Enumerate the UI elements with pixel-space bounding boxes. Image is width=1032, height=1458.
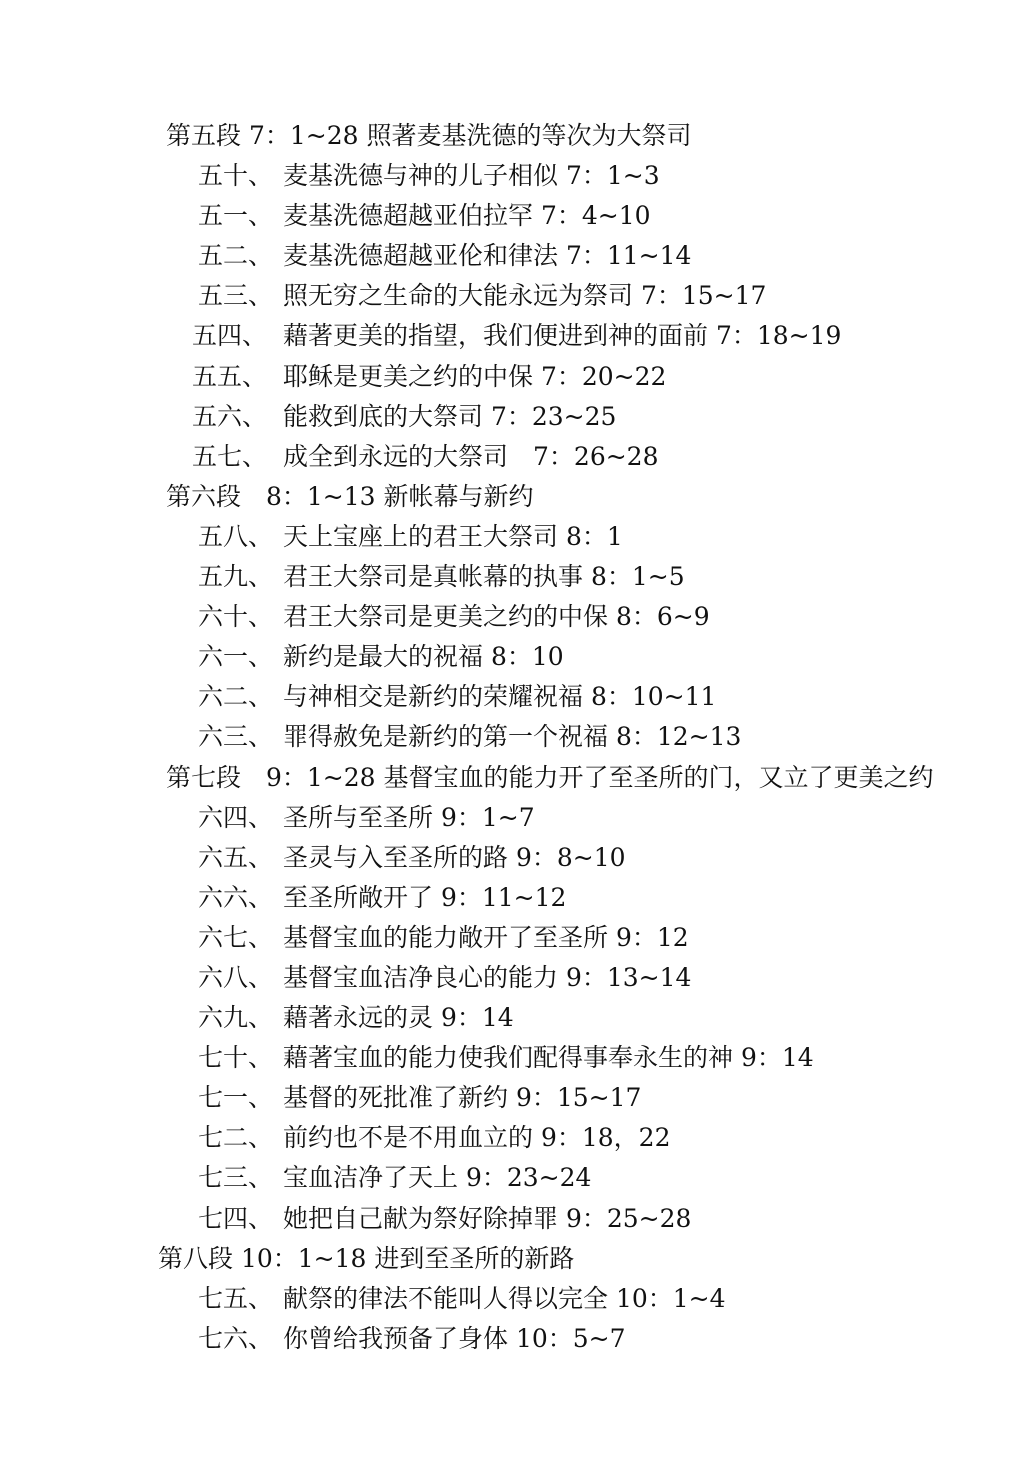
outline-item-text: 至圣所敞开了 9：11~12 (283, 882, 567, 912)
outline-item-number: 五八、 (198, 521, 274, 551)
section-heading-text: 第六段 8：1~13 新帐幕与新约 (166, 481, 534, 511)
outline-item (0, 717, 1032, 757)
outline-item-text: 耶稣是更美之约的中保 7：20~22 (283, 361, 667, 391)
outline-item-number: 六五、 (198, 842, 274, 872)
outline-item-number: 五三、 (198, 281, 274, 311)
outline-item-number: 七六、 (198, 1323, 274, 1353)
outline-item (0, 998, 1032, 1038)
outline-item-number: 六七、 (198, 922, 274, 952)
outline-item-number: 六四、 (198, 802, 274, 832)
outline-item-text: 献祭的律法不能叫人得以完全 10：1~4 (283, 1283, 726, 1313)
outline-item-number: 五一、 (198, 201, 274, 231)
outline-item-text: 圣灵与入至圣所的路 9：8~10 (283, 842, 626, 872)
outline-item (0, 196, 1032, 236)
outline-item (0, 517, 1032, 557)
outline-item (0, 918, 1032, 958)
outline-item-text: 君王大祭司是更美之约的中保 8：6~9 (283, 602, 710, 632)
outline-item (0, 597, 1032, 637)
outline-item-number: 六三、 (198, 722, 274, 752)
outline-item (0, 316, 1032, 356)
outline-item-text: 藉著宝血的能力使我们配得事奉永生的神 9：14 (283, 1043, 814, 1073)
section-heading (0, 1239, 1032, 1279)
outline-item (0, 677, 1032, 717)
outline-item-number: 六九、 (198, 1003, 274, 1033)
outline-item-number: 七三、 (198, 1163, 274, 1193)
outline-item-number: 五六、 (192, 401, 268, 431)
outline-item (0, 1199, 1032, 1239)
outline-item-number: 六十、 (198, 602, 274, 632)
outline-item (0, 1158, 1032, 1198)
outline-item (0, 798, 1032, 838)
outline-list (0, 116, 1032, 1359)
section-heading (0, 758, 1032, 798)
outline-item (0, 276, 1032, 316)
outline-item-text: 基督宝血洁净良心的能力 9：13~14 (283, 962, 692, 992)
section-heading (0, 116, 1032, 156)
outline-item-number: 七十、 (198, 1043, 274, 1073)
outline-item (0, 1038, 1032, 1078)
outline-item (0, 838, 1032, 878)
outline-item-number: 五十、 (198, 161, 274, 191)
outline-item (0, 156, 1032, 196)
outline-item-text: 君王大祭司是真帐幕的执事 8：1~5 (283, 562, 685, 592)
outline-item-text: 罪得赦免是新约的第一个祝福 8：12~13 (283, 722, 742, 752)
outline-item-text: 天上宝座上的君王大祭司 8：1 (283, 521, 623, 551)
outline-item-number: 六一、 (198, 642, 274, 672)
outline-item-text: 与神相交是新约的荣耀祝福 8：10~11 (283, 682, 717, 712)
outline-item (0, 958, 1032, 998)
outline-item-text: 基督宝血的能力敞开了至圣所 9：12 (283, 922, 689, 952)
outline-item-number: 五五、 (192, 361, 268, 391)
outline-item-number: 六六、 (198, 882, 274, 912)
outline-item-text: 她把自己献为祭好除掉罪 9：25~28 (283, 1203, 692, 1233)
outline-item-text: 新约是最大的祝福 8：10 (283, 642, 564, 672)
outline-item-text: 麦基洗德与神的儿子相似 7：1~3 (283, 161, 660, 191)
outline-item-number: 五四、 (192, 321, 268, 351)
section-heading (0, 477, 1032, 517)
outline-item (0, 397, 1032, 437)
outline-item (0, 1279, 1032, 1319)
outline-item-text: 麦基洗德超越亚伦和律法 7：11~14 (283, 241, 692, 271)
outline-item-text: 前约也不是不用血立的 9：18，22 (283, 1123, 671, 1153)
outline-item-text: 藉著更美的指望，我们便进到神的面前 7：18~19 (283, 321, 842, 351)
outline-item-text: 照无穷之生命的大能永远为祭司 7：15~17 (283, 281, 767, 311)
outline-item-number: 七五、 (198, 1283, 274, 1313)
outline-item (0, 557, 1032, 597)
outline-item-number: 七二、 (198, 1123, 274, 1153)
section-heading-text: 第八段 10：1~18 进到至圣所的新路 (158, 1243, 575, 1273)
section-heading-text: 第五段 7：1~28 照著麦基洗德的等次为大祭司 (166, 121, 692, 150)
outline-item-number: 七四、 (198, 1203, 274, 1233)
outline-item (0, 878, 1032, 918)
section-heading-text: 第七段 9：1~28 基督宝血的能力开了至圣所的门，又立了更美之约 (166, 762, 934, 792)
outline-item (0, 236, 1032, 276)
outline-item-text: 藉著永远的灵 9：14 (283, 1003, 514, 1033)
outline-item-number: 六八、 (198, 962, 274, 992)
outline-item-text: 你曾给我预备了身体 10：5~7 (283, 1323, 626, 1353)
outline-item-text: 成全到永远的大祭司 7：26~28 (283, 441, 659, 471)
outline-item (0, 1319, 1032, 1359)
outline-item-text: 基督的死批准了新约 9：15~17 (283, 1083, 642, 1113)
outline-item-text: 能救到底的大祭司 7：23~25 (283, 401, 617, 431)
outline-item (0, 1118, 1032, 1158)
outline-item-number: 五七、 (192, 441, 268, 471)
outline-item-text: 宝血洁净了天上 9：23~24 (283, 1163, 592, 1193)
outline-item (0, 1078, 1032, 1118)
outline-item-number: 五二、 (198, 241, 274, 271)
outline-item-text: 圣所与至圣所 9：1~7 (283, 802, 535, 832)
outline-item (0, 637, 1032, 677)
outline-item (0, 357, 1032, 397)
outline-item-number: 七一、 (198, 1083, 274, 1113)
outline-item-number: 六二、 (198, 682, 274, 712)
outline-item-text: 麦基洗德超越亚伯拉罕 7：4~10 (283, 201, 651, 231)
outline-item-number: 五九、 (198, 562, 274, 592)
outline-item (0, 437, 1032, 477)
